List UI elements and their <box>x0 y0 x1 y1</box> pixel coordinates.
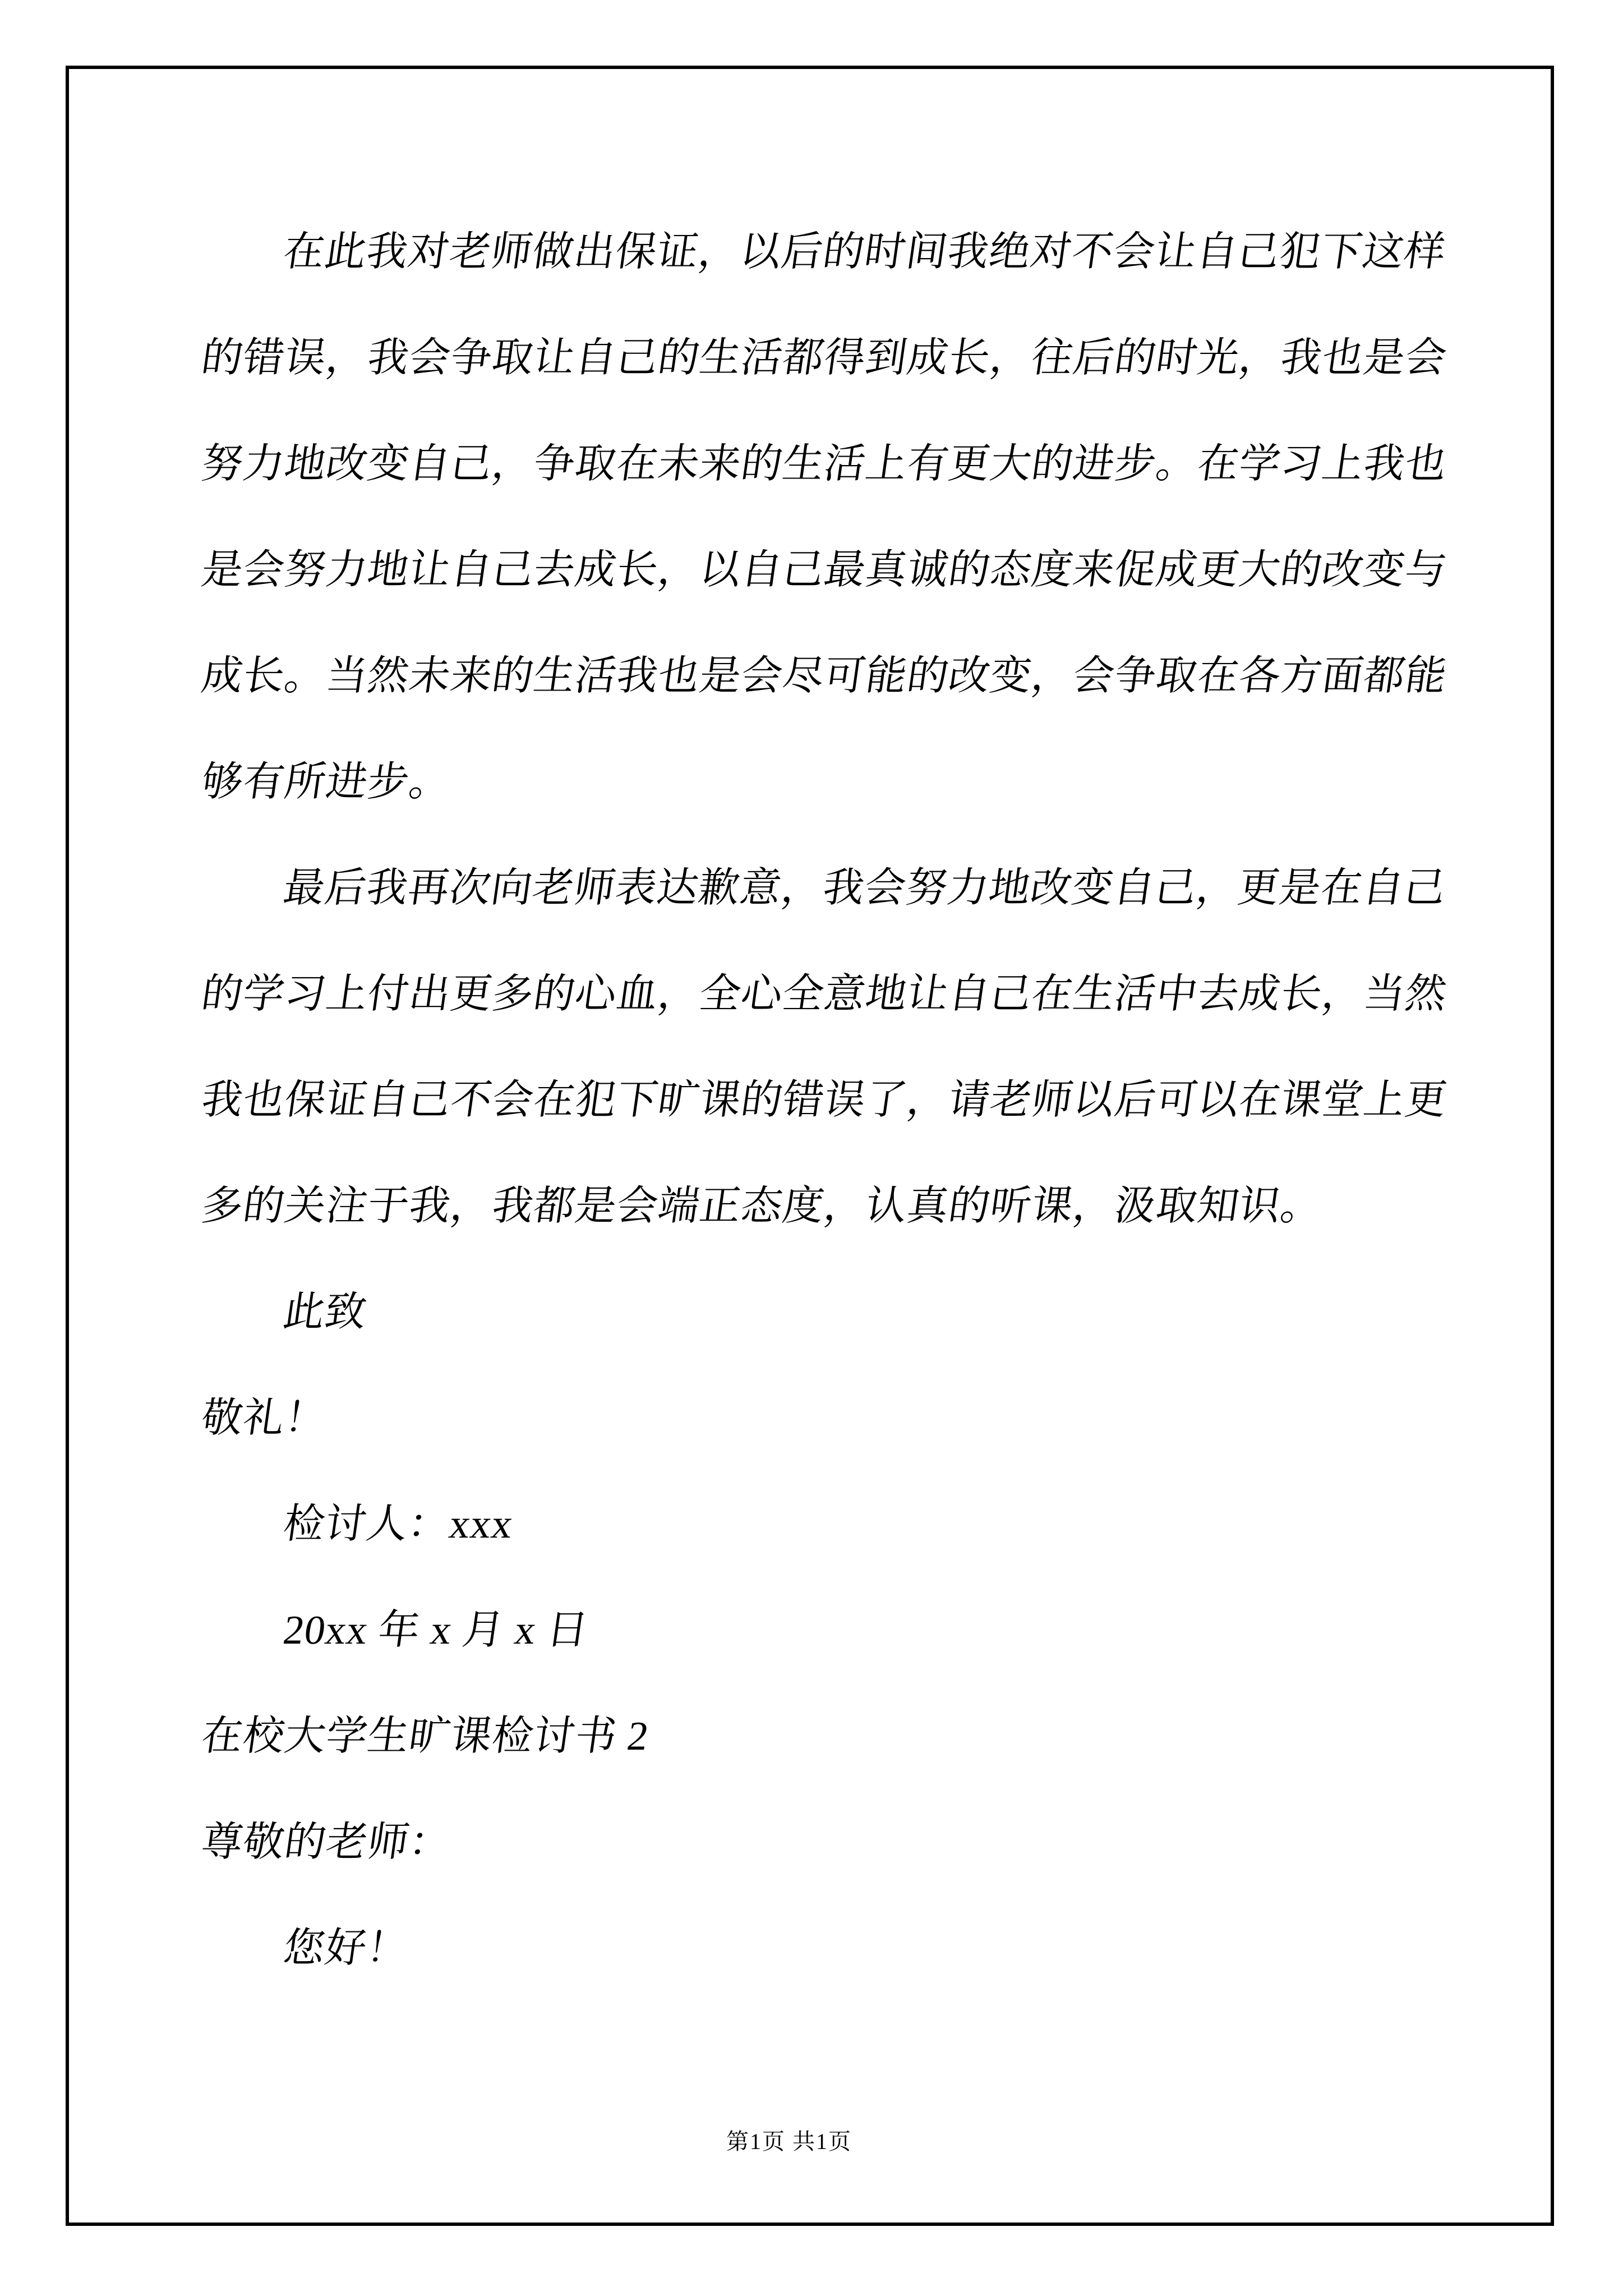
section-title <box>199 1683 1453 1789</box>
line-text: 多的关注于我，我都是会端正态度，认真的听课，汲取知识。 <box>199 1183 1326 1228</box>
paragraph-line-9 <box>199 1047 1453 1153</box>
paragraph-line-4 <box>199 517 1453 623</box>
paragraph-line-3 <box>199 411 1453 517</box>
document-body <box>199 199 1453 2001</box>
line-text: 努力地改变自己，争取在未来的生活上有更大的进步。在学习上我也 <box>199 441 1450 486</box>
page-indicator: 第1页 共1页 <box>726 2129 852 2154</box>
line-text: 敬礼！ <box>199 1395 330 1441</box>
line-text: 20xx 年 x 月 x 日 <box>280 1607 592 1653</box>
salutation <box>199 1789 1453 1895</box>
paragraph-line-7 <box>202 835 1453 941</box>
line-text: 我也保证自己不会在犯下旷课的错误了，请老师以后可以在课堂上更 <box>199 1077 1450 1122</box>
line-text: 成长。当然未来的生活我也是会尽可能的改变，会争取在各方面都能 <box>199 653 1450 698</box>
line-text: 最后我再次向老师表达歉意，我会努力地改变自己，更是在自己 <box>280 865 1449 910</box>
line-text: 的错误，我会争取让自己的生活都得到成长，往后的时光，我也是会 <box>199 335 1450 380</box>
date-line <box>202 1577 1453 1683</box>
closing-cizhi <box>202 1259 1453 1365</box>
paragraph-line-8 <box>199 941 1453 1047</box>
line-text: 的学习上付出更多的心血，全心全意地让自己在生活中去成长，当然 <box>199 971 1450 1016</box>
line-text: 尊敬的老师： <box>199 1819 454 1865</box>
paragraph-line-5 <box>199 623 1453 729</box>
greeting <box>202 1895 1453 2001</box>
line-text: 您好！ <box>280 1925 412 1971</box>
line-text: 在校大学生旷课检讨书 2 <box>199 1713 652 1759</box>
paragraph-line-1 <box>202 199 1453 305</box>
signature-line <box>202 1471 1453 1577</box>
line-text: 够有所进步。 <box>199 759 454 804</box>
line-text: 此致 <box>280 1289 370 1335</box>
line-text: 检讨人：xxx <box>280 1501 517 1547</box>
paragraph-line-2 <box>199 305 1453 411</box>
line-text: 是会努力地让自己去成长，以自己最真诚的态度来促成更大的改变与 <box>199 547 1450 592</box>
paragraph-line-6 <box>199 729 1453 835</box>
page-footer <box>43 2127 1535 2156</box>
closing-salute <box>199 1365 1453 1471</box>
paragraph-line-10 <box>199 1153 1453 1259</box>
line-text: 在此我对老师做出保证，以后的时间我绝对不会让自己犯下这样 <box>280 229 1449 274</box>
